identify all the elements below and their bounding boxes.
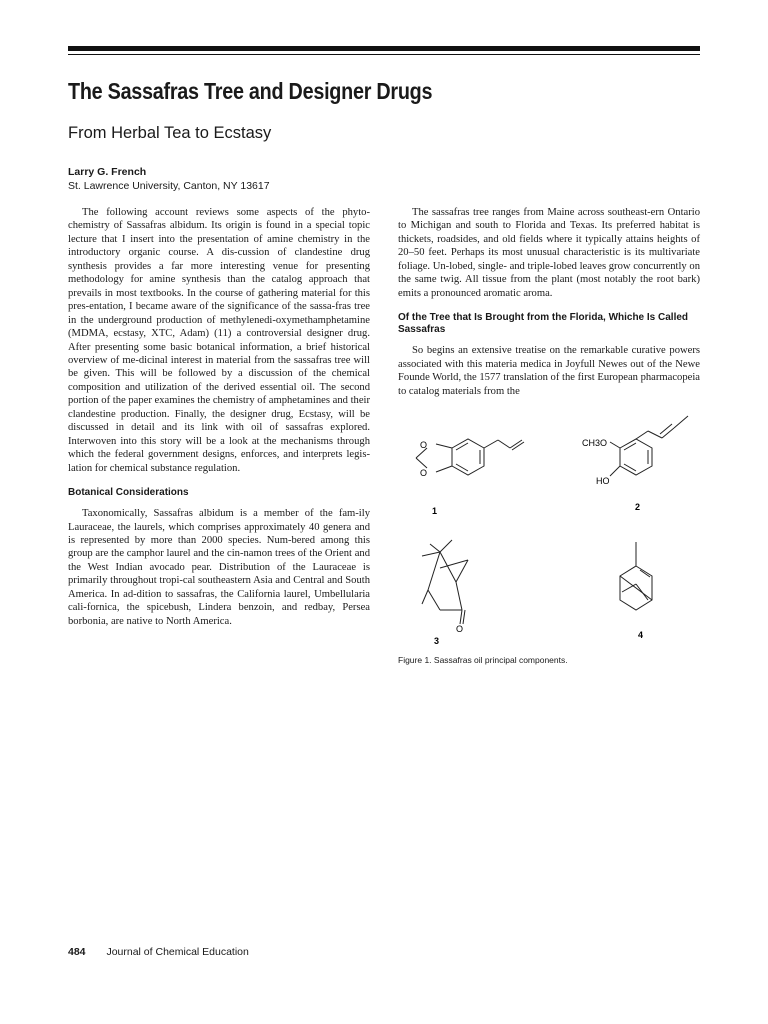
range-paragraph: The sassafras tree ranges from Maine across southeast-ern Ontario to Michigan and south to Florida and Texas. Its preferred habitat is thickets, roadsides, and old fields where it typically attains heights of 20–50 feet. Perhaps its most unusual characteristic is its multivariate foliage. Un-lobed, single- and triple-lobed leaves grow concurrently on the same twig. All tissue from the plant (most notably the root bark) emits a pronounced aromatic aroma. [398, 207, 700, 299]
atom-o-bottom-1: O [420, 468, 428, 478]
author-affiliation: St. Lawrence University, Canton, NY 13617 [68, 180, 270, 192]
section-heading-tree: Of the Tree that Is Brought from the Florida, Whiche Is Called Sassafras [398, 312, 689, 336]
page-footer [68, 946, 249, 958]
left-column [68, 206, 370, 628]
atom-o-3: O [456, 624, 464, 634]
page-number: 484 [68, 946, 86, 958]
chemical-structures [392, 404, 702, 672]
atom-ho-2: HO [596, 476, 610, 486]
atom-ch3o-2: CH3O [582, 438, 608, 448]
treatise-paragraph: So begins an extensive treatise on the remarkable curative powers associated with this materia medica in Joyfull Newes out of the Newe Founde World, the 1577 translation of the first European pharmacopeia to catalog materials from the [398, 345, 700, 397]
article-title: The Sassafras Tree and Designer Drugs [68, 78, 433, 104]
top-rule-thick [68, 46, 700, 51]
journal-name: Journal of Chemical Education [106, 946, 249, 958]
structure-2-eugenol [610, 416, 688, 476]
compound-label-3: 3 [434, 636, 440, 646]
compound-label-2: 2 [635, 502, 641, 512]
compound-label-4: 4 [638, 630, 644, 640]
top-rule-thin [68, 54, 700, 55]
structure-3-camphor [422, 540, 468, 624]
botanical-paragraph: Taxonomically, Sassafras albidum is a member of the fam-ily Lauraceae, the laurels, which comprises approximately 40 genera and is represented by more than 2000 species. Num-bered among this group are the camphor laurel and the cin-namon trees of the Orient and the West Indian avocado pear. Distribution of the Lauraceae is primarily throughout tropi-cal southeastern Asia and Central and South America. In ad-dition to sassafras, the California laurel, Umbellularia cali-fornica, the spicebush, Lindera benzoin, and redbay, Persea borbonia, are native to North America. [68, 508, 370, 627]
figure-1 [392, 404, 702, 672]
structure-4-pinene [620, 542, 652, 610]
intro-paragraph: The following account reviews some aspects of the phyto-chemistry of Sassafras albidum. Its origin is found in a special topic lecture that I insert into the presentation of amine chemistry in the introductory organic course. A dis-cussion of clandestine drug synthesis provides a far more interesting venue for presenting methodology for amine synthesis than the catalog approach that prevails in most textbooks. In the course of gathering material for this pres-entation, I became aware of the significance of the sassa-fras tree in the underground production of methylenedi-oxymethamphetamine (MDMA, ecstasy, XTC, Adam) (11) a controversial designer drug. After presenting some basic botanical information, a brief historical overview of me-dicinal interest in material from the sassafras tree will be given. This will be followed by a discussion of the chemical composition and utilization of the derived essential oil. The second portion of the paper examines the chemistry of amphetamines and their clandestine production. Finally, the designer drug, Ecstasy, will be discussed in detail and its link with oil of sassafras explored. Interwoven into this story will be a look at the mechanisms through which the federal government designs, enforces, and interprets legis-lation for chemical substance regulation. [68, 207, 370, 474]
section-heading-botanical: Botanical Considerations [68, 487, 189, 499]
right-column [398, 206, 700, 398]
figure-caption: Figure 1. Sassafras oil principal components. [398, 655, 568, 665]
compound-label-1: 1 [432, 506, 438, 516]
atom-o-top-1: O [420, 440, 428, 450]
structure-1-safrole [416, 439, 524, 475]
article-subtitle: From Herbal Tea to Ecstasy [68, 124, 272, 142]
author-name: Larry G. French [68, 166, 147, 178]
